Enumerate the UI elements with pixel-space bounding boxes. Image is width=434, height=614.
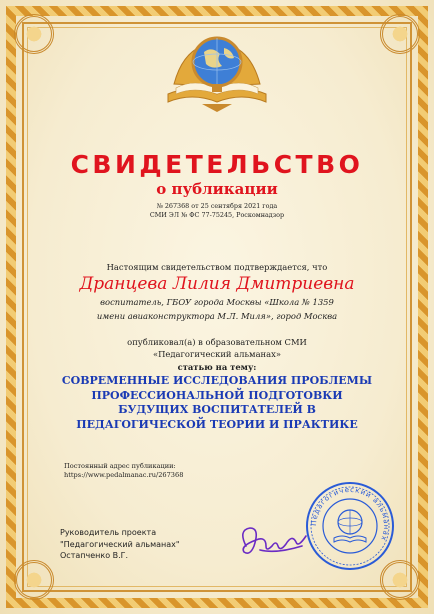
address-label: Постоянный адрес публикации: bbox=[64, 462, 176, 470]
project-head bbox=[60, 527, 180, 562]
stamp-seal-icon bbox=[304, 480, 396, 572]
certificate-subtitle: о публикации bbox=[156, 180, 278, 198]
certificate-title: СВИДЕТЕЛЬСТВО bbox=[70, 150, 364, 179]
head-name: Остапченко В.Г. bbox=[60, 551, 129, 560]
corner-ornament bbox=[14, 560, 54, 600]
publication-address bbox=[64, 462, 183, 480]
head-project: "Педагогический альманах" bbox=[60, 539, 180, 549]
recipient-name: Дранцева Лилия Дмитриевна bbox=[79, 274, 355, 294]
head-role: Руководитель проекта bbox=[60, 528, 157, 537]
corner-ornament bbox=[380, 14, 420, 54]
topic-label: статью на тему: bbox=[177, 362, 257, 372]
article-topic: СОВРЕМЕННЫЕ ИССЛЕДОВАНИЯ ПРОБЛЕМЫ ПРОФЕССИОНАЛЬНОЙ ПОДГОТОВКИ БУДУЩИХ ВОСПИТАТЕЛЕЙ В ПЕДАГОГИЧЕСКОЙ ТЕОРИИ И ПРАКТИКЕ bbox=[61, 374, 373, 431]
globe-book-emblem-icon bbox=[162, 24, 272, 124]
corner-ornament bbox=[14, 14, 54, 54]
certificate-number: № 267368 от 25 сентября 2021 года bbox=[156, 202, 278, 210]
media-name: «Педагогический альманах» bbox=[153, 349, 281, 359]
recipient-position: воспитатель, ГБОУ города Москвы «Школа № 1359 имени авиаконструктора М.Л. Миля», город Москва bbox=[96, 297, 338, 321]
seal-ring-text: Педагогический альманах bbox=[309, 485, 391, 543]
address-url[interactable]: https://www.pedalmanac.ru/267368 bbox=[64, 471, 184, 479]
media-registry: СМИ ЭЛ № ФС 77-75245, Роскомнадзор bbox=[149, 211, 285, 219]
published-line: опубликовал(а) в образовательном СМИ bbox=[127, 337, 307, 347]
confirm-text: Настоящим свидетельством подтверждается, что bbox=[106, 262, 328, 272]
